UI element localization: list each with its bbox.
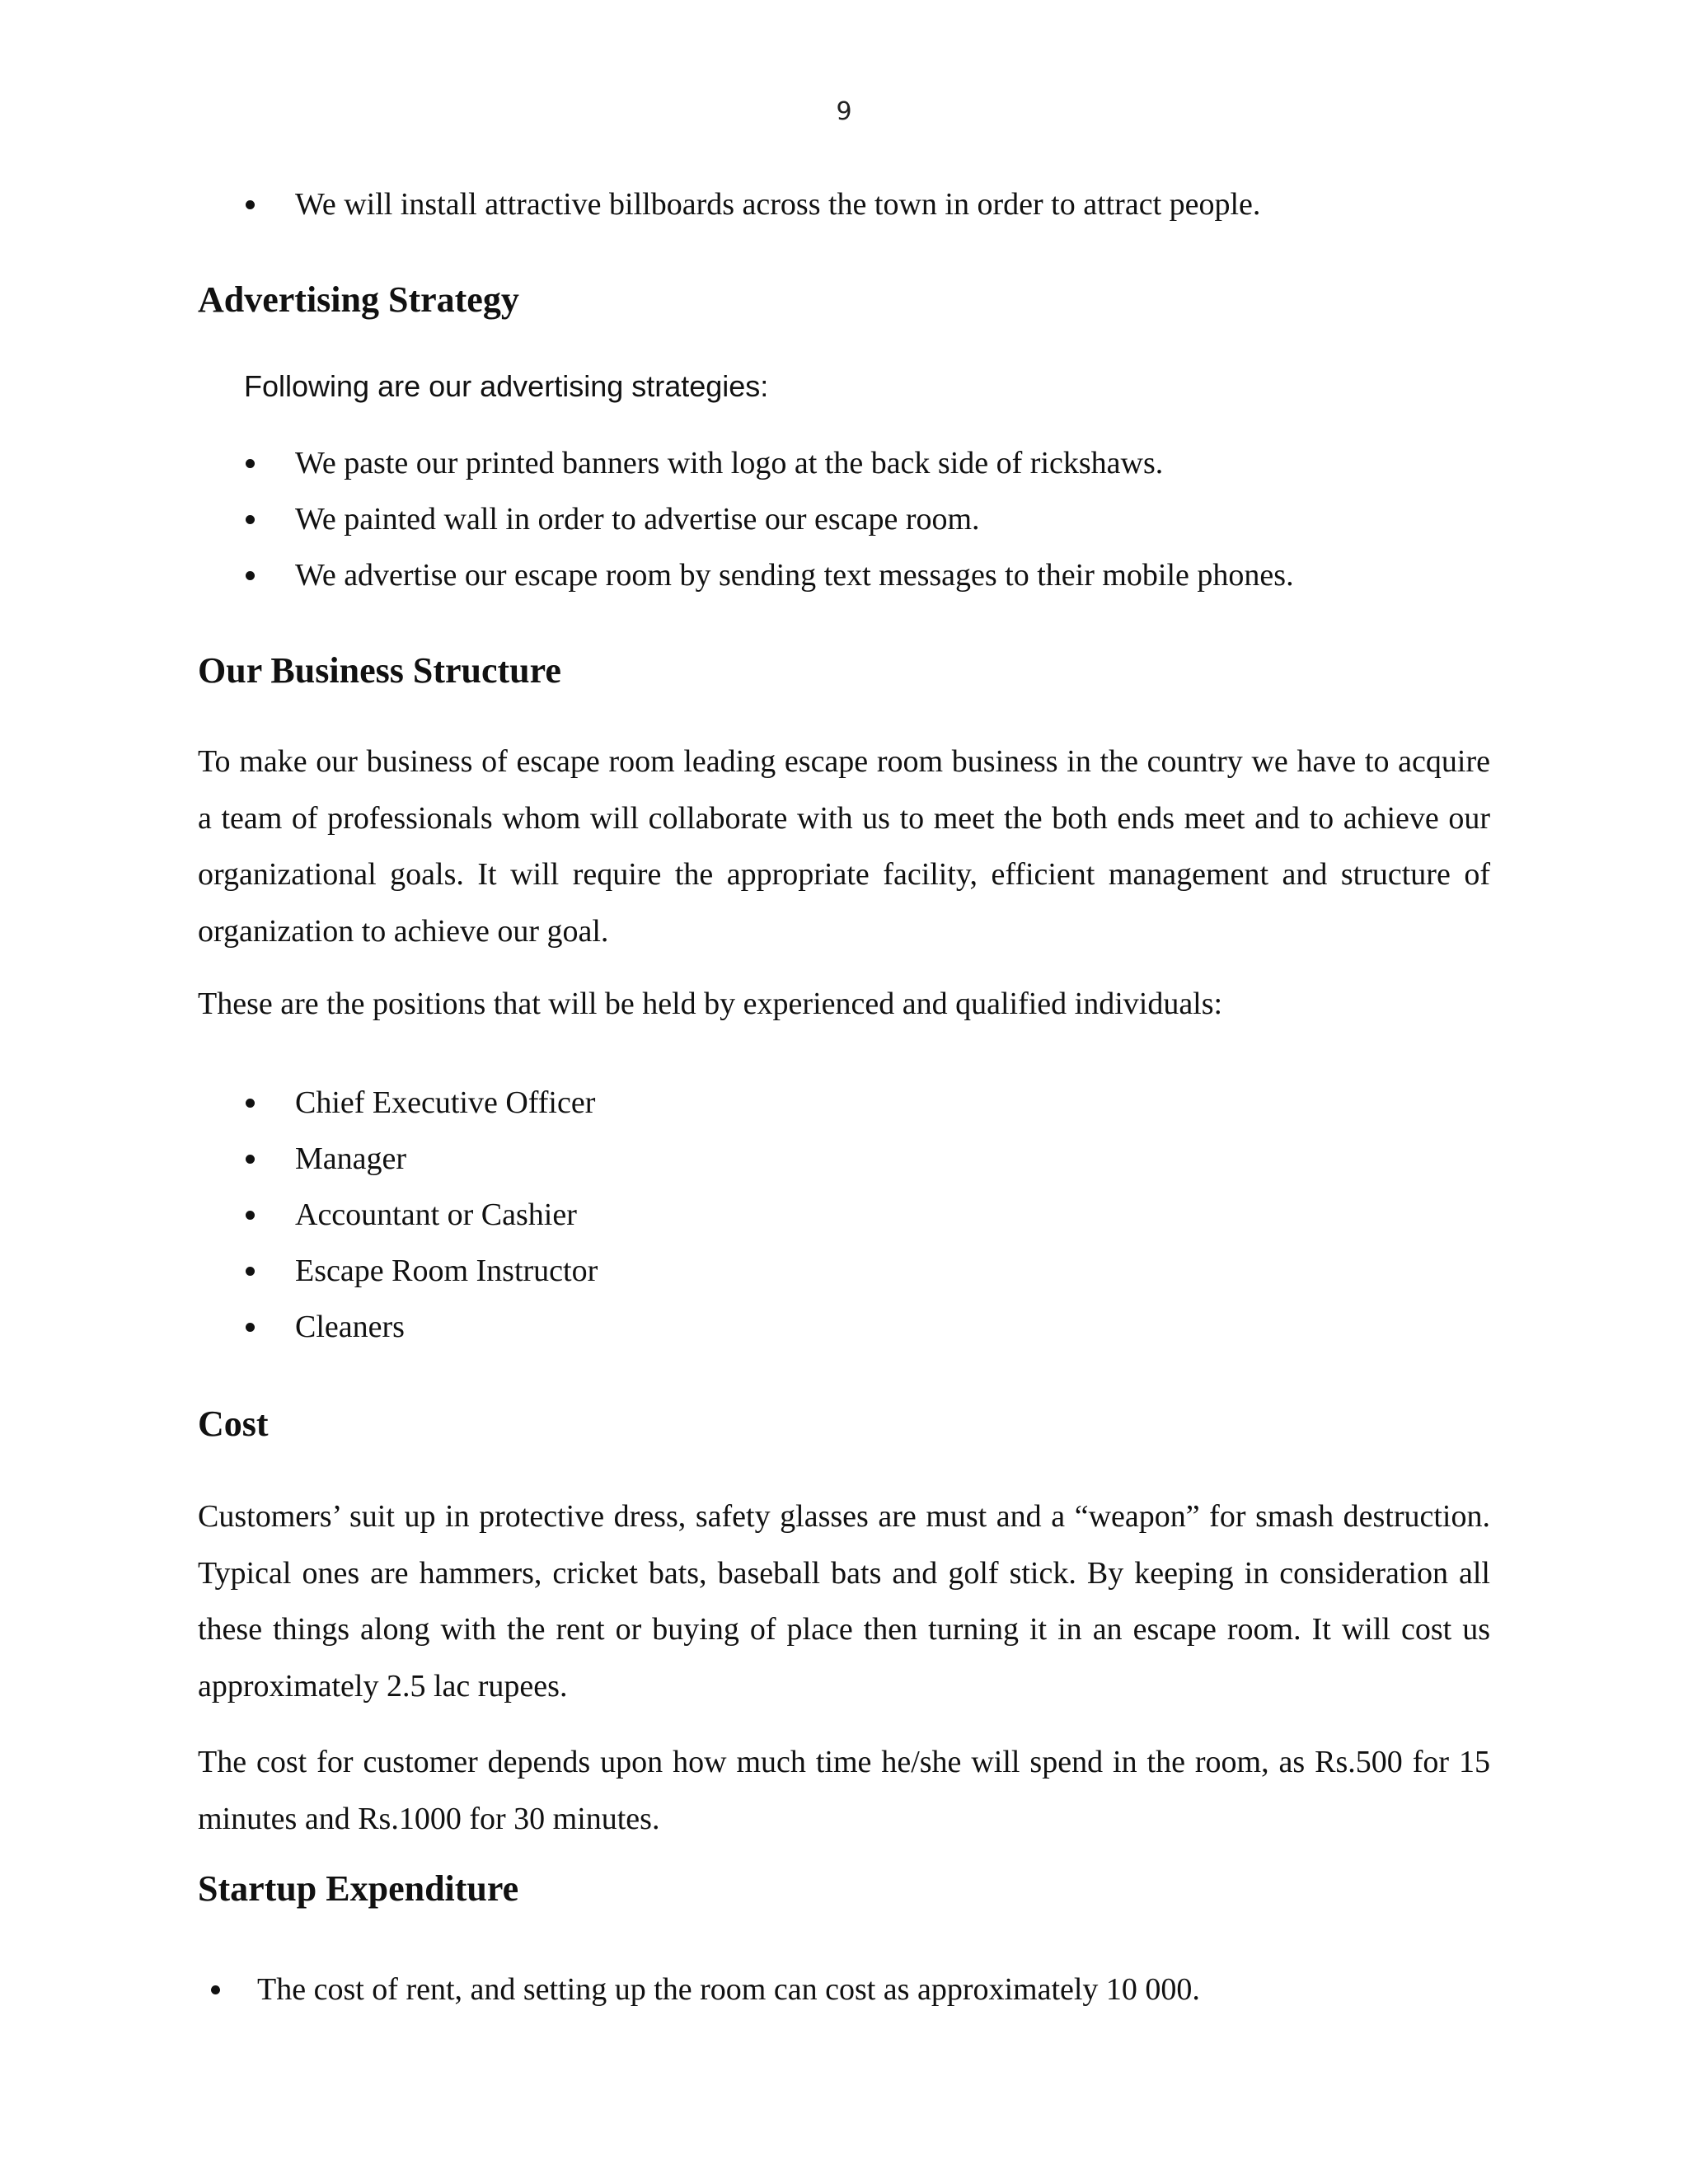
- advertising-intro: Following are our advertising strategies:: [244, 369, 769, 403]
- list-item-text: Escape Room Instructor: [295, 1254, 598, 1288]
- bullet-icon: [246, 571, 255, 580]
- structure-paragraph: To make our business of escape room leading escape room business in the country we have to acquire a team of professionals whom will collaborate with us to meet the both ends meet and to achieve our organizational goals. It will require the appropriate facility, efficient management and structure of organization to achieve our goal.: [198, 744, 1490, 949]
- list-item-text: Manager: [295, 1141, 407, 1176]
- list-item-text: We painted wall in order to advertise our escape room.: [295, 502, 980, 537]
- bullet-icon: [246, 200, 255, 209]
- section-heading-cost: Cost: [198, 1404, 269, 1444]
- list-item-text: We paste our printed banners with logo at the back side of rickshaws.: [295, 446, 1164, 480]
- bullet-icon: [246, 1323, 255, 1332]
- positions-intro: These are the positions that will be held by experienced and qualified individuals:: [198, 987, 1223, 1021]
- page-number: 9: [836, 97, 852, 126]
- list-item-text: The cost of rent, and setting up the room can cost as approximately 10 000.: [257, 1972, 1200, 2007]
- list-item-text: Cleaners: [295, 1310, 405, 1344]
- bullet-icon: [246, 1211, 255, 1220]
- cost-paragraph-2: The cost for customer depends upon how much time he/she will spend in the room, as Rs.500 for 15 minutes and Rs.1000 for 30 minutes.: [198, 1745, 1490, 1836]
- bullet-icon: [246, 515, 255, 524]
- section-heading-structure: Our Business Structure: [198, 650, 561, 691]
- cost-paragraph-1: Customers’ suit up in protective dress, safety glasses are must and a “weapon” for smash destruction. Typical ones are hammers, cricket bats, baseball bats and golf stick. By keeping in consideration all these things along with the rent or buying of place then turning it in an escape room. It will cost us approximately 2.5 lac rupees.: [198, 1499, 1490, 1704]
- bullet-icon: [246, 459, 255, 468]
- list-item-text: Chief Executive Officer: [295, 1085, 596, 1120]
- section-heading-startup: Startup Expenditure: [198, 1868, 519, 1909]
- section-heading-advertising: Advertising Strategy: [198, 279, 519, 320]
- bullet-icon: [246, 1267, 255, 1276]
- bullet-icon: [246, 1155, 255, 1164]
- list-item-text: We will install attractive billboards across the town in order to attract people.: [295, 187, 1261, 222]
- list-item-text: We advertise our escape room by sending text messages to their mobile phones.: [295, 558, 1294, 593]
- bullet-icon: [211, 1985, 220, 1994]
- list-item-text: Accountant or Cashier: [295, 1197, 577, 1232]
- bullet-icon: [246, 1099, 255, 1108]
